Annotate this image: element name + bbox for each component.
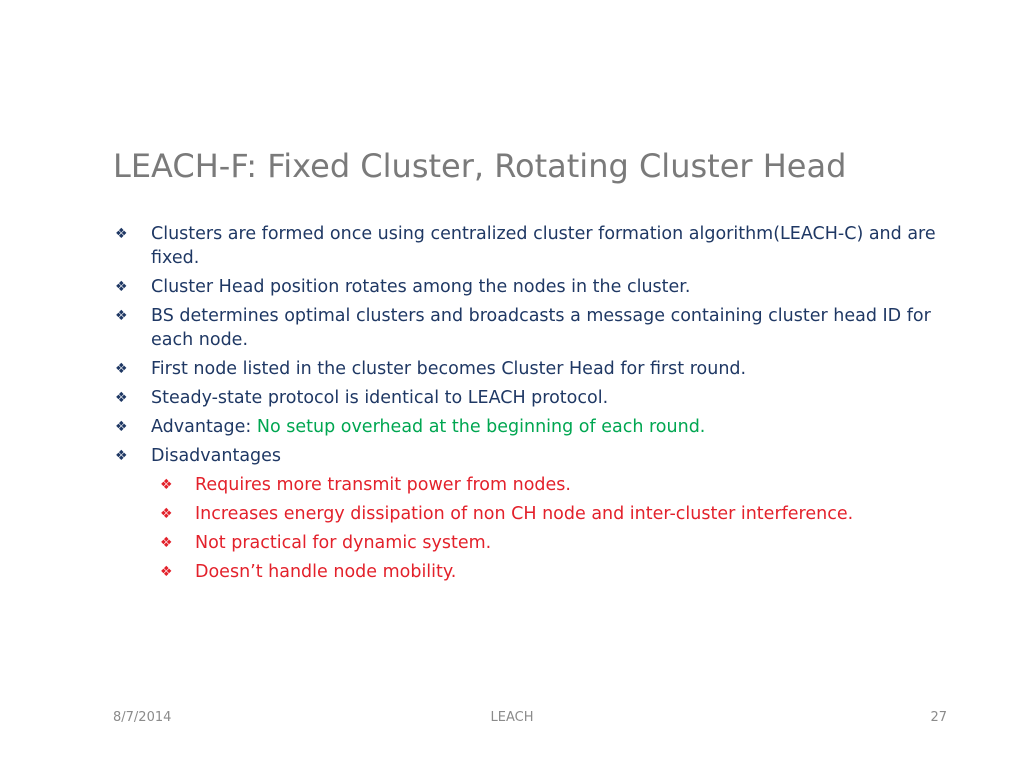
sub-bullet-text: Not practical for dynamic system.	[195, 533, 492, 553]
bullet-text: First node listed in the cluster becomes Cluster Head for first round.	[151, 359, 747, 379]
diamond-bullet-icon: ❖	[115, 361, 128, 377]
bullet-item	[113, 304, 943, 352]
bullet-item-advantage	[113, 415, 943, 439]
bullet-item	[113, 222, 943, 270]
sub-bullet-item	[158, 531, 943, 555]
advantage-label: Advantage:	[151, 417, 257, 437]
bullet-text: Clusters are formed once using centralized cluster formation algorithm(LEACH-C) and are fixed.	[151, 224, 936, 268]
sub-bullet-text: Doesn’t handle node mobility.	[195, 562, 457, 582]
sub-bullet-text: Requires more transmit power from nodes.	[195, 475, 571, 495]
diamond-bullet-icon: ❖	[115, 419, 128, 435]
diamond-bullet-icon: ❖	[115, 448, 128, 464]
diamond-bullet-icon: ❖	[160, 477, 173, 493]
bullet-list	[113, 222, 943, 589]
diamond-bullet-icon: ❖	[115, 279, 128, 295]
slide-title: LEACH-F: Fixed Cluster, Rotating Cluster Head	[113, 147, 847, 185]
bullet-text: Cluster Head position rotates among the nodes in the cluster.	[151, 277, 691, 297]
advantage-highlight: No setup overhead at the beginning of each round.	[256, 417, 706, 437]
bullet-item	[113, 386, 943, 410]
sub-bullet-item	[158, 502, 943, 526]
bullet-item	[113, 275, 943, 299]
footer-date: 8/7/2014	[113, 710, 172, 725]
bullet-text: BS determines optimal clusters and broadcasts a message containing cluster head ID for each node.	[151, 306, 931, 350]
diamond-bullet-icon: ❖	[160, 564, 173, 580]
slide-number: 27	[930, 710, 947, 725]
diamond-bullet-icon: ❖	[160, 535, 173, 551]
diamond-bullet-icon: ❖	[115, 226, 128, 242]
bullet-item-disadvantages	[113, 444, 943, 468]
bullet-text: Disadvantages	[151, 446, 282, 466]
sub-bullet-item	[158, 560, 943, 584]
footer-title: LEACH	[490, 710, 534, 725]
diamond-bullet-icon: ❖	[115, 308, 128, 324]
diamond-bullet-icon: ❖	[115, 390, 128, 406]
bullet-item	[113, 357, 943, 381]
bullet-text: Steady-state protocol is identical to LEACH protocol.	[151, 388, 609, 408]
sub-bullet-item	[158, 473, 943, 497]
sub-bullet-text: Increases energy dissipation of non CH node and inter-cluster interference.	[195, 504, 854, 524]
diamond-bullet-icon: ❖	[160, 506, 173, 522]
